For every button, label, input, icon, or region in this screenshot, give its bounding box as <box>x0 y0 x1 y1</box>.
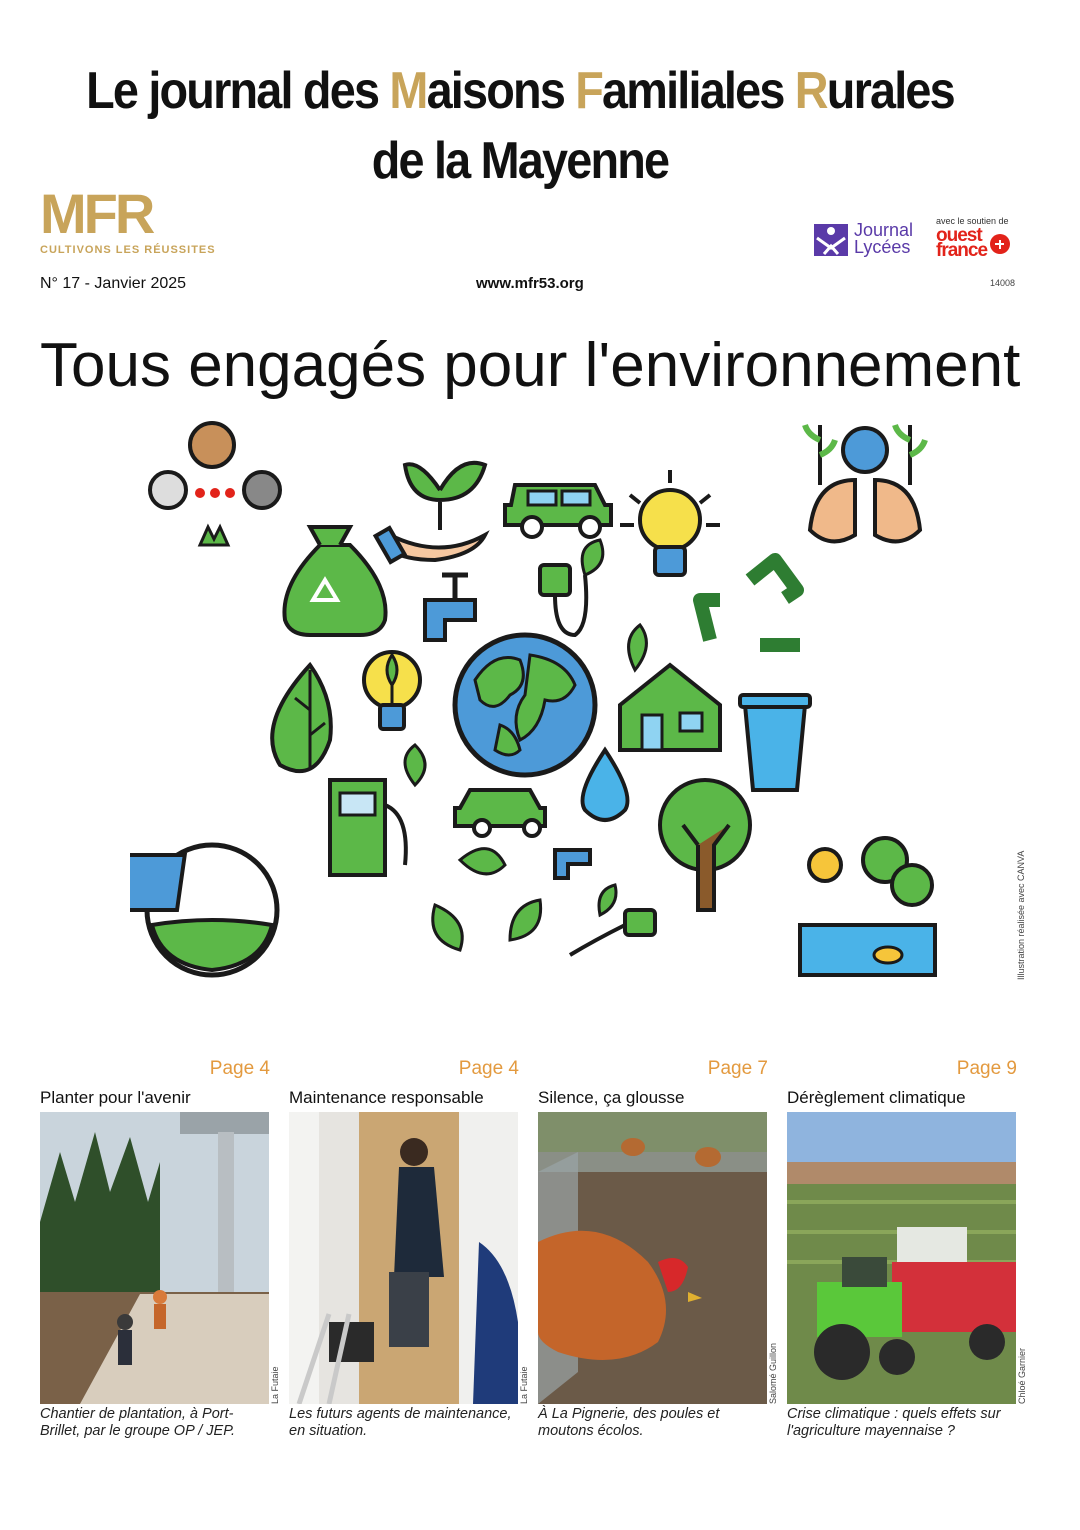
photo-tractor <box>787 1112 1016 1404</box>
food-chain-icon <box>150 423 280 545</box>
leaf-icon <box>272 665 331 771</box>
eco-house-icon <box>620 625 720 750</box>
photo-credit: La Futaie <box>270 1366 280 1404</box>
mfr-logo[interactable] <box>40 182 240 262</box>
support-label: avec le soutien de <box>936 216 1009 226</box>
page-reference[interactable]: Page 4 <box>209 1058 270 1079</box>
water-drop-icon <box>583 750 628 820</box>
masthead-line-1: Le journal des Maisons Familiales Rurales <box>86 62 954 120</box>
photo-caption: À La Pignerie, des poules et moutons écolos. <box>538 1406 720 1439</box>
article-card[interactable] <box>787 1058 1017 1108</box>
small-light-bulb-icon <box>364 652 420 729</box>
article-title[interactable]: Planter pour l'avenir <box>40 1088 191 1107</box>
page-reference[interactable]: Page 9 <box>956 1058 1017 1079</box>
photo-planting <box>40 1112 269 1404</box>
article-title[interactable]: Dérèglement climatique <box>787 1088 966 1107</box>
mfr-logo-tagline: CULTIVONS LES RÉUSSITES <box>40 244 216 256</box>
ouest-france-logo: ouest france <box>936 225 988 261</box>
photo-maintenance <box>289 1112 518 1404</box>
photo-caption: Les futurs agents de maintenance, en situation. <box>289 1406 512 1439</box>
page-reference[interactable]: Page 7 <box>707 1058 768 1079</box>
ev-charger-icon <box>330 745 425 875</box>
faucet-icon <box>425 575 475 640</box>
solar-panel-icon <box>130 845 277 975</box>
recycle-bag-icon <box>284 527 385 635</box>
issue-number: N° 17 - Janvier 2025 <box>40 275 187 292</box>
tree-icon <box>660 780 750 910</box>
article-card[interactable] <box>40 1058 270 1108</box>
article-card[interactable] <box>538 1058 768 1108</box>
plug-leaf-icon <box>570 885 655 955</box>
plug-icon <box>540 540 603 635</box>
page-headline: Tous engagés pour l'environnement <box>40 331 1021 400</box>
light-bulb-icon <box>620 470 720 575</box>
small-faucet-icon <box>555 850 590 878</box>
car-icon <box>505 485 611 537</box>
photo-credit: Salomé Guillon <box>768 1342 778 1404</box>
photo-chickens <box>538 1112 767 1404</box>
website-link[interactable]: www.mfr53.org <box>476 275 584 292</box>
journal-des-lycees-icon <box>814 224 848 256</box>
masthead-line-2: de la Mayenne <box>371 132 669 190</box>
photo-credit: Chloé Garnier <box>1017 1347 1027 1404</box>
recycle-bin-icon <box>740 695 810 790</box>
hand-plant-icon <box>376 463 485 562</box>
article-title[interactable]: Silence, ça glousse <box>538 1088 685 1107</box>
mfr-logo-letters: MFR <box>40 182 153 245</box>
article-card[interactable] <box>289 1058 519 1108</box>
ouest-france-icon <box>990 234 1010 254</box>
globe-icon <box>455 635 595 775</box>
photo-credit: La Futaie <box>519 1366 529 1404</box>
issue-code: 14008 <box>990 278 1016 288</box>
recycle-arrows-icon <box>700 560 800 645</box>
environment-illustration <box>130 405 950 995</box>
illustration-credit: Illustration réalisée avec CANVA <box>1016 850 1026 980</box>
globe-lungs-icon <box>805 425 925 541</box>
photo-caption: Chantier de plantation, à Port-Brillet, par le groupe OP / JEP. <box>40 1406 236 1439</box>
leaf-cycle-icon <box>433 849 541 950</box>
partner-logos <box>814 216 1014 266</box>
nature-pond-icon <box>800 838 935 975</box>
small-car-icon <box>455 790 545 836</box>
journal-des-lycees-logo: Journal Lycées <box>854 220 914 257</box>
article-title[interactable]: Maintenance responsable <box>289 1088 484 1107</box>
photo-caption: Crise climatique : quels effets sur l'agriculture mayennaise ? <box>787 1406 1001 1439</box>
page-reference[interactable]: Page 4 <box>458 1058 519 1079</box>
